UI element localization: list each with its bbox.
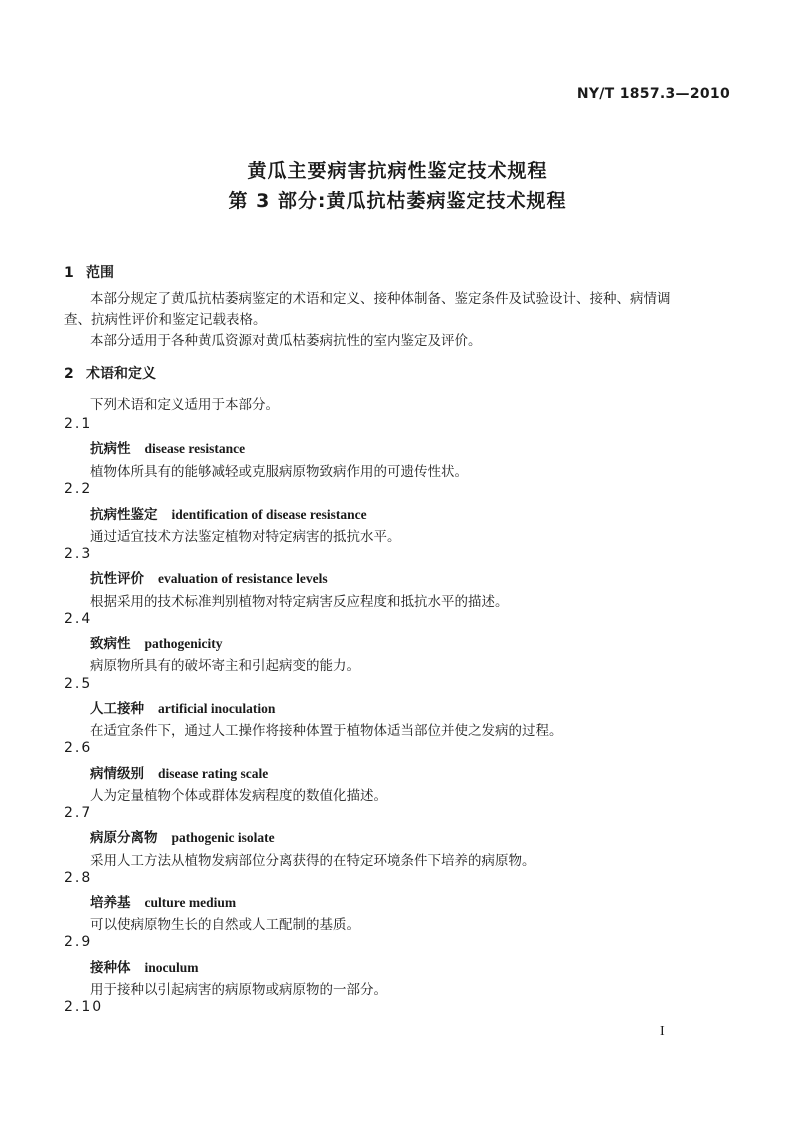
- term-en: pathogenic isolate: [171, 830, 275, 845]
- term-zh: 抗病性鉴定: [90, 507, 158, 523]
- term-entry: [90, 697, 275, 717]
- scope-paragraph-2: 本部分适用于各种黄瓜资源对黄瓜枯萎病抗性的室内鉴定及评价。: [90, 333, 482, 349]
- clause-number: 2.2: [64, 481, 93, 497]
- paragraph-line: 本部分规定了黄瓜抗枯萎病鉴定的术语和定义、接种体制备、鉴定条件及试验设计、接种、病情调: [90, 291, 671, 307]
- term-entry: [90, 891, 236, 911]
- term-entry: [90, 762, 268, 782]
- term-zh: 抗性评价: [90, 571, 144, 587]
- clause-number: 2.9: [64, 934, 93, 950]
- term-definition: 用于接种以引起病害的病原物或病原物的一部分。: [90, 982, 387, 998]
- section-2-heading: [64, 363, 156, 383]
- term-entry: [90, 956, 199, 976]
- scope-paragraph-1: [64, 289, 730, 331]
- section-title: 术语和定义: [86, 366, 156, 382]
- term-en: inoculum: [144, 960, 199, 975]
- term-zh: 病情级别: [90, 766, 144, 782]
- term-en: identification of disease resistance: [171, 507, 367, 522]
- clause-number: 2.10: [64, 999, 104, 1015]
- term-definition: 病原物所具有的破坏寄主和引起病变的能力。: [90, 658, 360, 674]
- section-number: 2: [64, 366, 74, 382]
- standard-code: NY/T 1857.3—2010: [576, 86, 730, 102]
- clause-number: 2.7: [64, 805, 93, 821]
- section-1-heading: [64, 262, 114, 282]
- term-en: culture medium: [144, 895, 237, 910]
- clause-number: 2.4: [64, 611, 93, 627]
- term-zh: 培养基: [90, 895, 131, 911]
- term-definition: 可以使病原物生长的自然或人工配制的基质。: [90, 917, 360, 933]
- document-subtitle: 第 3 部分:黄瓜抗枯萎病鉴定技术规程: [228, 190, 567, 212]
- clause-number: 2.5: [64, 676, 93, 692]
- term-entry: [90, 632, 223, 652]
- section-number: 1: [64, 265, 74, 281]
- clause-number: 2.8: [64, 870, 93, 886]
- term-zh: 人工接种: [90, 701, 144, 717]
- term-definition: 人为定量植物个体或群体发病程度的数值化描述。: [90, 788, 387, 804]
- term-zh: 病原分离物: [90, 830, 158, 846]
- term-zh: 接种体: [90, 960, 131, 976]
- clause-number: 2.1: [64, 416, 93, 432]
- clause-number: 2.3: [64, 546, 93, 562]
- term-definition: 在适宜条件下，通过人工操作将接种体置于植物体适当部位并使之发病的过程。: [90, 723, 563, 739]
- term-entry: [90, 826, 275, 846]
- term-zh: 抗病性: [90, 441, 131, 457]
- term-entry: [90, 437, 245, 457]
- clause-number: 2.6: [64, 740, 93, 756]
- paragraph-line: 查、抗病性评价和鉴定记载表格。: [64, 312, 267, 328]
- terms-intro: 下列术语和定义适用于本部分。: [90, 397, 279, 413]
- term-zh: 致病性: [90, 636, 131, 652]
- term-en: disease resistance: [144, 441, 246, 456]
- term-en: disease rating scale: [158, 766, 269, 781]
- term-definition: 采用人工方法从植物发病部位分离获得的在特定环境条件下培养的病原物。: [90, 853, 536, 869]
- term-en: artificial inoculation: [158, 701, 276, 716]
- page-number: I: [660, 1024, 665, 1039]
- term-definition: 通过适宜技术方法鉴定植物对特定病害的抵抗水平。: [90, 529, 401, 545]
- term-definition: 根据采用的技术标准判别植物对特定病害反应程度和抵抗水平的描述。: [90, 594, 509, 610]
- term-entry: [90, 567, 328, 587]
- section-title: 范围: [86, 265, 114, 281]
- term-en: pathogenicity: [144, 636, 223, 651]
- term-definition: 植物体所具有的能够减轻或克服病原物致病作用的可遗传性状。: [90, 464, 468, 480]
- term-entry: [90, 503, 367, 523]
- term-en: evaluation of resistance levels: [158, 571, 328, 586]
- document-title: 黄瓜主要病害抗病性鉴定技术规程: [247, 160, 548, 182]
